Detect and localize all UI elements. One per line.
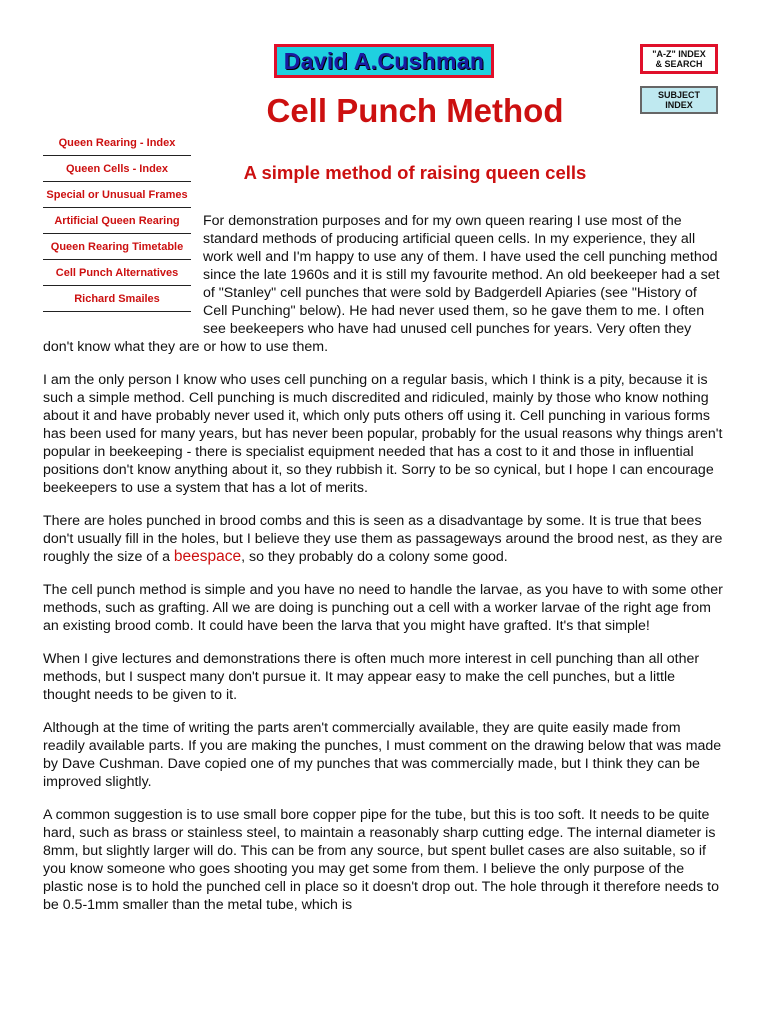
paragraph-parts: Although at the time of writing the parts aren't commercially available, they are quite easily made from readily available parts. If you are making the punches, I must comment on the drawing below that was made by Dave Cushman. Dave copied one of my punches that was commercially made, but I think they can be improved slightly. [43,720,722,790]
paragraph-simple: The cell punch method is simple and you have no need to handle the larvae, as you have to with some other methods, such as grafting. All we are doing is punching out a cell with a worker larvae of the right age from an existing brood comb. It could have been the larva that you might have grafted. It's that simple! [43,582,723,634]
sidebar-float-spacer [43,212,203,338]
page-title: Cell Punch Method [266,92,564,129]
subject-index-button[interactable]: SUBJECT INDEX [640,86,718,114]
sidebar-item-special-frames[interactable]: Special or Unusual Frames [43,182,191,208]
paragraph-lectures: When I give lectures and demonstrations there is often much more interest in cell punching than all other methods, but I suspect many don't pursue it. It may appear easy to make the cell punches, but a little thought needs to be given to it. [43,651,700,703]
page-subtitle: A simple method of raising queen cells [243,162,587,183]
paragraph-cynical: I am the only person I know who uses cell punching on a regular basis, which I think is a pity, because it is such a simple method. Cell punching is much discredited and ridiculed, mainly by those who know nothing about it and have probably never used it, which only puts others off using it. Cell punching in various forms has been used for many years, but has never been popular, probably for the usual reasons why things aren't popular in beekeeping - there is specialist equipment needed that has a cost to it and those in influential positions don't know anything about it, so they rubbish it. Sorry to be so cynical, but I hope I can encourage beekeepers to use a system that has a lot of merits. [43,372,723,496]
sidebar-item-cell-punch-alternatives[interactable]: Cell Punch Alternatives [43,260,191,286]
sidebar-item-queen-rearing-index[interactable]: Queen Rearing - Index [43,130,191,156]
paragraph-holes-text-end: , so they probably do a colony some good. [241,549,508,565]
article-body [43,212,725,929]
sidebar-item-queen-rearing-timetable[interactable]: Queen Rearing Timetable [43,234,191,260]
sidebar-item-queen-cells-index[interactable]: Queen Cells - Index [43,156,191,182]
sidebar-item-artificial-queen-rearing[interactable]: Artificial Queen Rearing [43,208,191,234]
paragraph-holes [43,512,725,566]
logo-text: David A.Cushman [283,47,485,74]
az-index-search-button[interactable]: "A-Z" INDEX & SEARCH [640,44,718,74]
sidebar-item-richard-smailes[interactable]: Richard Smailes [43,286,191,312]
beespace-link[interactable]: beespace [173,548,242,565]
site-logo[interactable] [274,44,494,78]
paragraph-tube: A common suggestion is to use small bore copper pipe for the tube, but this is too soft. It needs to be quite hard, such as brass or stainless steel, to maintain a reasonably sharp cutting edge. The internal diameter is 8mm, but slightly larger will do. This can be from any source, but spent bullet cases are also suitable, so if you know someone who goes shooting you may get some from them. I believe the only purpose of the plastic nose is to hold the punched cell in place so it doesn't drop out. The hole through it therefore needs to be 0.5-1mm smaller than the metal tube, which is [43,807,720,913]
paragraph-intro: For demonstration purposes and for my own queen rearing I use most of the standard methods of producing artificial queen cells. In my experience, they all work well and I'm happy to use any of them. I have used the cell punching method since the late 1960s and it is still my favourite method. An old beekeeper had a set of "Stanley" cell punches that were sold by Badgerdell Apiaries (see "History of Cell Punching" below). He had never used them, so he gave them to me. I often see beekeepers who have had unused cell punches for years. Very often they don't know what they are or how to use them. [43,213,720,355]
paragraph-holes-text: There are holes punched in brood combs and this is seen as a disadvantage by some. It is true that bees don't usually fill in the holes, but I believe they use them as passageways around the brood nest, as they are roughly the size of a [43,513,723,565]
